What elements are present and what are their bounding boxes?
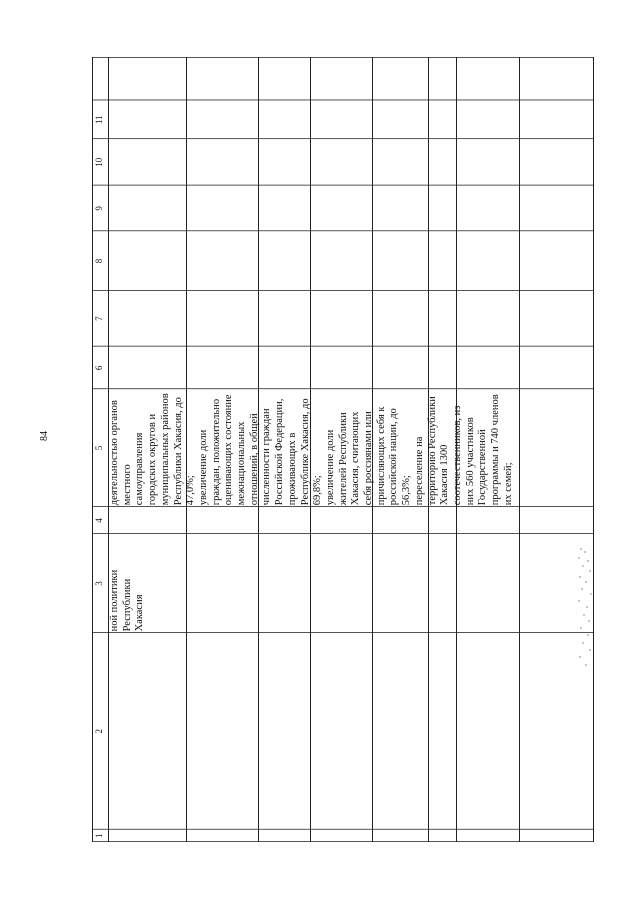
cell-col5-line: них 560 участников xyxy=(464,417,476,506)
col-header-1: 1 xyxy=(94,833,104,839)
scan-dot xyxy=(581,588,583,590)
scan-dot xyxy=(589,649,591,651)
cell-col5-line: Государственной xyxy=(477,429,489,506)
col-header-5: 5 xyxy=(94,445,104,451)
col-header-9: 9 xyxy=(94,206,104,211)
cell-col5-line: их семей; xyxy=(502,462,514,506)
cell-col5 xyxy=(109,389,516,505)
cell-col5-line: увеличение доли xyxy=(197,429,209,506)
cell-col5-line: Республики Хакасия, до xyxy=(172,397,184,506)
scan-dot xyxy=(580,627,582,629)
cell-col5-line: отношений, в общей xyxy=(248,413,260,506)
cell-col3: ной политики Республики Хакасия xyxy=(109,569,146,632)
cell-col5-line: местного xyxy=(121,464,133,506)
scan-dot xyxy=(579,576,581,578)
col-header-3: 3 xyxy=(94,581,104,586)
col-header-4: 4 xyxy=(94,518,104,523)
scan-dot xyxy=(589,570,591,572)
cell-col5-line: самоуправления xyxy=(134,432,146,506)
cell-col5-line: российской нации, до xyxy=(388,408,400,506)
col-header-6: 6 xyxy=(94,365,104,371)
scan-dot xyxy=(587,560,589,562)
cell-col5-line: причисляющих себя к xyxy=(375,406,387,506)
table-border-bottom xyxy=(593,57,594,842)
cell-col5-line: муниципальных районов xyxy=(159,393,171,506)
scan-dot xyxy=(583,614,585,616)
scan-dot xyxy=(585,581,587,583)
scan-dot xyxy=(582,642,584,644)
col-header-2: 2 xyxy=(94,729,104,734)
row-border xyxy=(519,57,520,842)
rotated-table xyxy=(92,57,594,842)
cell-col5-line: городских округов и xyxy=(147,413,159,506)
cell-col5-line: программы и 740 членов xyxy=(490,394,502,506)
scan-dot xyxy=(579,656,581,658)
cell-col5-line: межнациональных xyxy=(236,421,248,506)
cell-col5-line: 47,0%; xyxy=(185,475,197,506)
col-border xyxy=(92,100,594,101)
cell-col5-line: 69,8%; xyxy=(312,475,324,506)
cell-col5-line: территорию Республики xyxy=(426,396,438,506)
col-header-10: 10 xyxy=(94,157,104,167)
cell-col5-line: соотечественников, из xyxy=(451,405,463,506)
scan-dot xyxy=(578,557,580,559)
cell-col5-line: Российской Федерации, xyxy=(274,398,286,506)
scan-dot xyxy=(590,593,592,595)
cell-col5-line: жителей Республики xyxy=(337,412,349,506)
scan-dot xyxy=(584,551,586,553)
scan-dot xyxy=(588,620,590,622)
scan-dot xyxy=(585,664,587,666)
cell-col5-line: увеличение доли xyxy=(324,429,336,506)
cell-col5-line: оценивающих состояние xyxy=(223,394,235,506)
cell-col5-line: переселение на xyxy=(413,436,425,506)
col-header-11: 11 xyxy=(94,115,104,125)
cell-col5-line: численности граждан xyxy=(261,408,273,506)
cell-col5-line: Республике Хакасия, до xyxy=(299,398,311,506)
col-header-7: 7 xyxy=(94,316,104,321)
col-border xyxy=(92,185,594,186)
cell-col5-line: 56,3%; xyxy=(401,475,413,506)
cell-col5-line: деятельностью органов xyxy=(109,400,120,506)
cell-col5-line: себя россиянами или xyxy=(363,411,375,506)
cell-col5-line: граждан, положительно xyxy=(210,398,222,506)
cell-col5-line: проживающих в xyxy=(286,432,298,506)
scan-dot xyxy=(580,548,582,550)
scan-dot xyxy=(582,565,584,567)
scan-dot xyxy=(578,600,580,602)
scan-dot xyxy=(586,606,588,608)
page-number: 84 xyxy=(39,431,50,441)
scan-dot xyxy=(587,634,589,636)
cell-col5-line: Хакасия 1300 xyxy=(439,444,451,506)
table-border-right xyxy=(92,57,594,58)
col-header-8: 8 xyxy=(94,258,104,264)
cell-col5-line: Хакасия, считающих xyxy=(350,411,362,506)
col-border xyxy=(92,138,594,139)
